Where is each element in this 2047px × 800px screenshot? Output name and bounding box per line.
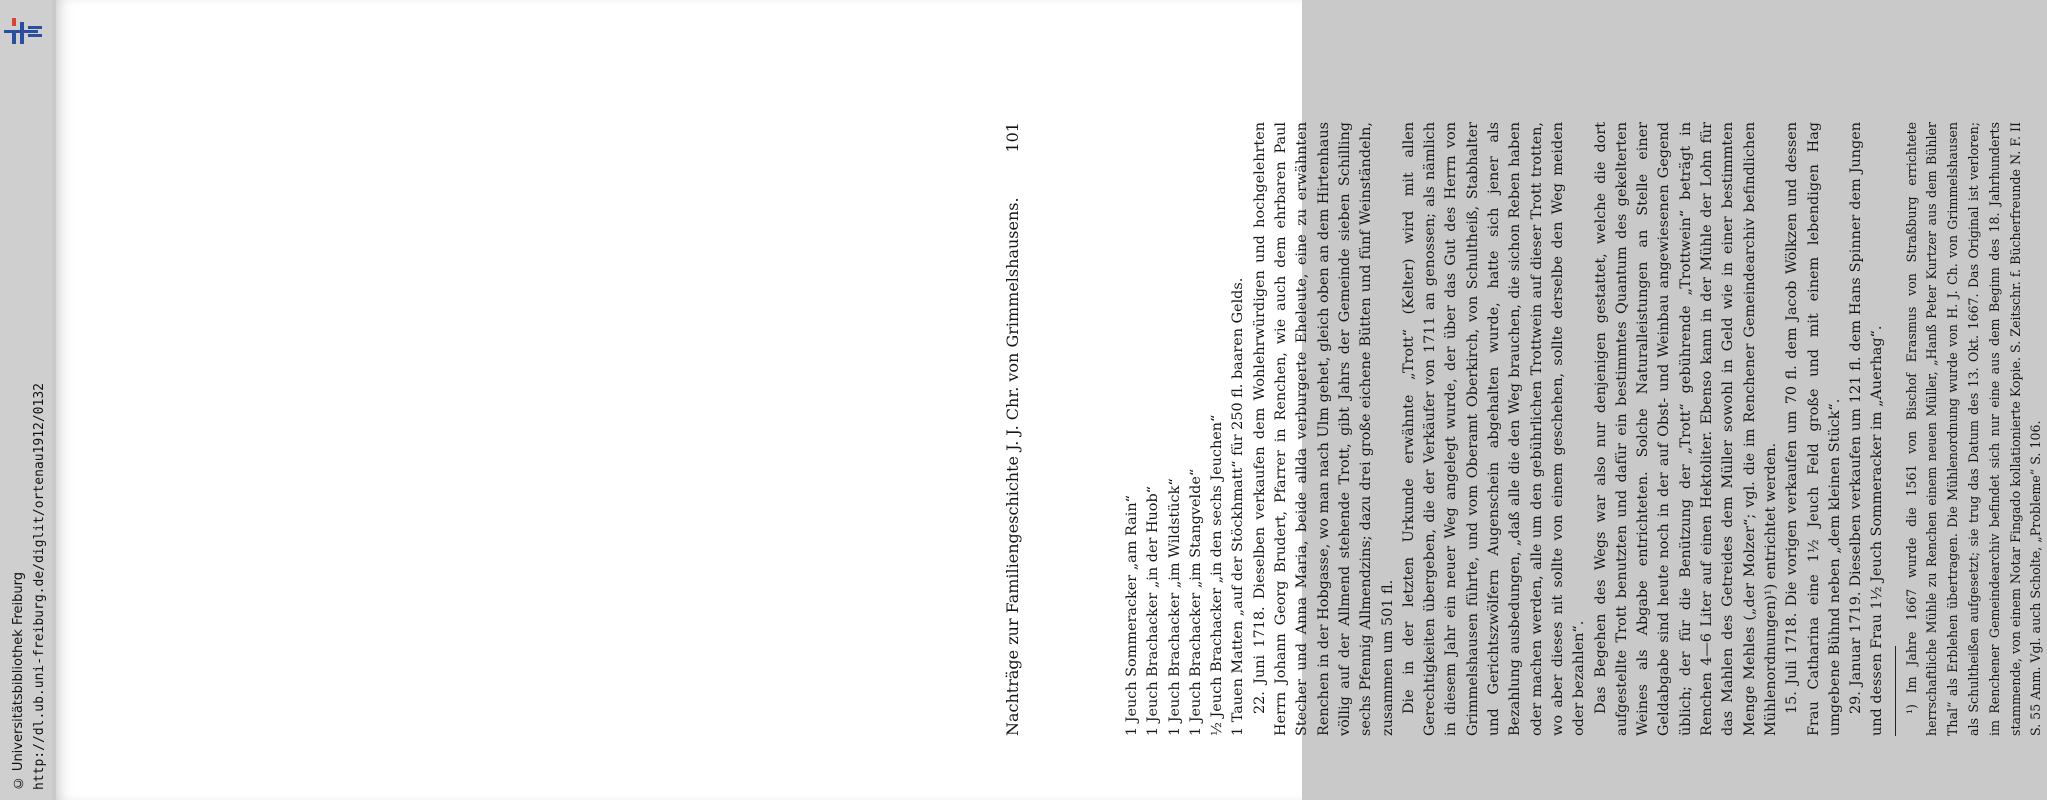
source-url[interactable]: http://dl.ub.uni-freiburg.de/diglit/ortenau1912/0132 xyxy=(32,383,47,790)
viewer-sidebar xyxy=(0,0,52,800)
running-head-title: Nachträge zur Familiengeschichte J. J. Chr. von Grimmelshausens. xyxy=(1003,197,1022,736)
list-item: 1 Jeuch Sommeracker „am Rain“ xyxy=(1124,495,1140,736)
scanned-page xyxy=(56,0,2044,800)
list-item: 1 Jeuch Brachacker „im Wildstück“ xyxy=(1166,478,1183,736)
paragraph-sale-1718-06: 22. Juni 1718. Dieselben verkaufen dem Wohlehrwürdigen und hochgelehrten Herrn Johann Georg Brudert, Pfarrer in Renchen, wie auch dem ehrbaren Paul Stecher und Anna Maria, beide allda verburgerte Eheleute, eine zu erwähnten Renchen in der Hobgasse, wo man nach Ulm gehet, gleich oben an dem Hirtenhaus völlig auf der Allmend stehende Trott, gibt Jahrs der Gemeinde sieben Schilling sechs Pfennig Allmendzins; dazu drei große eichene Bütten und fünf Weinständeln, zusammen um 501 fl. xyxy=(1251,122,1396,736)
paragraph-sale-1718-07: 15. Juli 1718. Die vorigen verkaufen um 70 fl. dem Jacob Wölkzen und dessen Frau Catharina eine 1½ Jeuch Feld große und mit einem lebendigen Hag umgebene Bühnd neben „dem kleinen Stück“. xyxy=(1784,122,1843,736)
land-list xyxy=(1122,122,1250,736)
list-item: ½ Jeuch Brachacker „in den sechs Jeuchen“ xyxy=(1209,414,1226,736)
university-library-logo-icon xyxy=(2,12,48,52)
paragraph-trott-rights: Die in der letzten Urkunde erwähnte „Trott“ (Kelter) wird mit allen Gerechtigkeiten übergeben, die der Verkäufer von 1711 an genossen; als nämlich in diesem Jahr ein neuer Weg angelegt wurde, der über das Gut des Herrn von Grimmelshausen führte, und vom Oberamt Oberkirch, von Schultheiß, Stabhalter und Gerichtszwölfern Augenschein abgehalten wurde, hatte sich jener als Bezahlung ausbedungen, „daß alle die den Weg brauchen, die sichon Reben haben oder machen werden, alle um den gebührlichen Trottwein auf dieser Trott trotten, wo aber dieses nit sollte von einem geschehen, sollte derselbe den Weg meiden oder bezahlen“. xyxy=(1400,122,1588,736)
list-item: 1 Tauen Matten „auf der Stöckhmatt“ für 250 fl. baaren Gelds. xyxy=(1230,277,1247,736)
paragraph-path-usage: Das Begehen des Wegs war also nur denjenigen gestattet, welche die dort aufgestellte Trott benutzten und dafür ein bestimmtes Quantum des gekelterten Weines als Abgabe entrichteten. Solche Naturalleistungen an Stelle einer Geldabgabe sind heute noch in der auf Obst- und Weinbau angewiesenen Gegend üblich; der für die Benützung der „Trott“ gebührende „Trottwein“ beträgt in Renchen 4—6 Liter auf einen Hektoliter. Ebenso kann in der Mühle der Lohn für das Mahlen des Getreides dem Müller sowohl in Geld wie in einer bestimmten Menge Mehles („der Molzer“; vgl. die im Renchener Gemeindearchiv befindlichen Mühlenordnungen)¹) entrichtet werden. xyxy=(1592,122,1779,736)
page-text-block xyxy=(1003,122,2047,736)
paragraph-sale-1719-01: 29. Januar 1719. Dieselben verkaufen um 121 fl. dem Hans Spinner dem Jungen und dessen Frau 1½ Jeuch Sommeracker im „Auerhag“. xyxy=(1848,122,1886,736)
rotated-page-content xyxy=(56,0,2044,800)
footnote: ¹) Im Jahre 1667 wurde die 1561 von Bischof Erasmus von Straßburg errichtete herrschaftliche Mühle zu Renchen einem neuen Müller, „Hanß Peter Kurtzer aus dem Bühler Thal“ als Erblehen übertragen. Die Mühlenordnung wurde von H. J. Ch. von Grimmelshausen als Schultheißen aufgesetzt; sie trug das Datum des 13. Okt. 1667. Das Original ist verloren; im Renchener Gemeindearchiv befindet sich nur eine aus dem Beginn des 18. Jahrhunderts stammende, von einem Notar Fingado kollationierte Kopie. S. Zeitschr. f. Bücherfreunde N. F. II S. 55 Anm. Vgl. auch Scholte, „Probleme“ S. 106. xyxy=(1903,122,2044,736)
page-number: 101 xyxy=(1003,122,1022,153)
list-item: 1 Jeuch Brachacker „in der Huob“ xyxy=(1145,485,1162,736)
footnote-divider xyxy=(1895,646,1896,736)
copyright-notice: © Universitätsbibliothek Freiburg xyxy=(11,571,26,790)
list-item: 1 Jeuch Brachacker „im Stangvelde“ xyxy=(1187,468,1204,736)
running-header xyxy=(1002,122,1023,736)
